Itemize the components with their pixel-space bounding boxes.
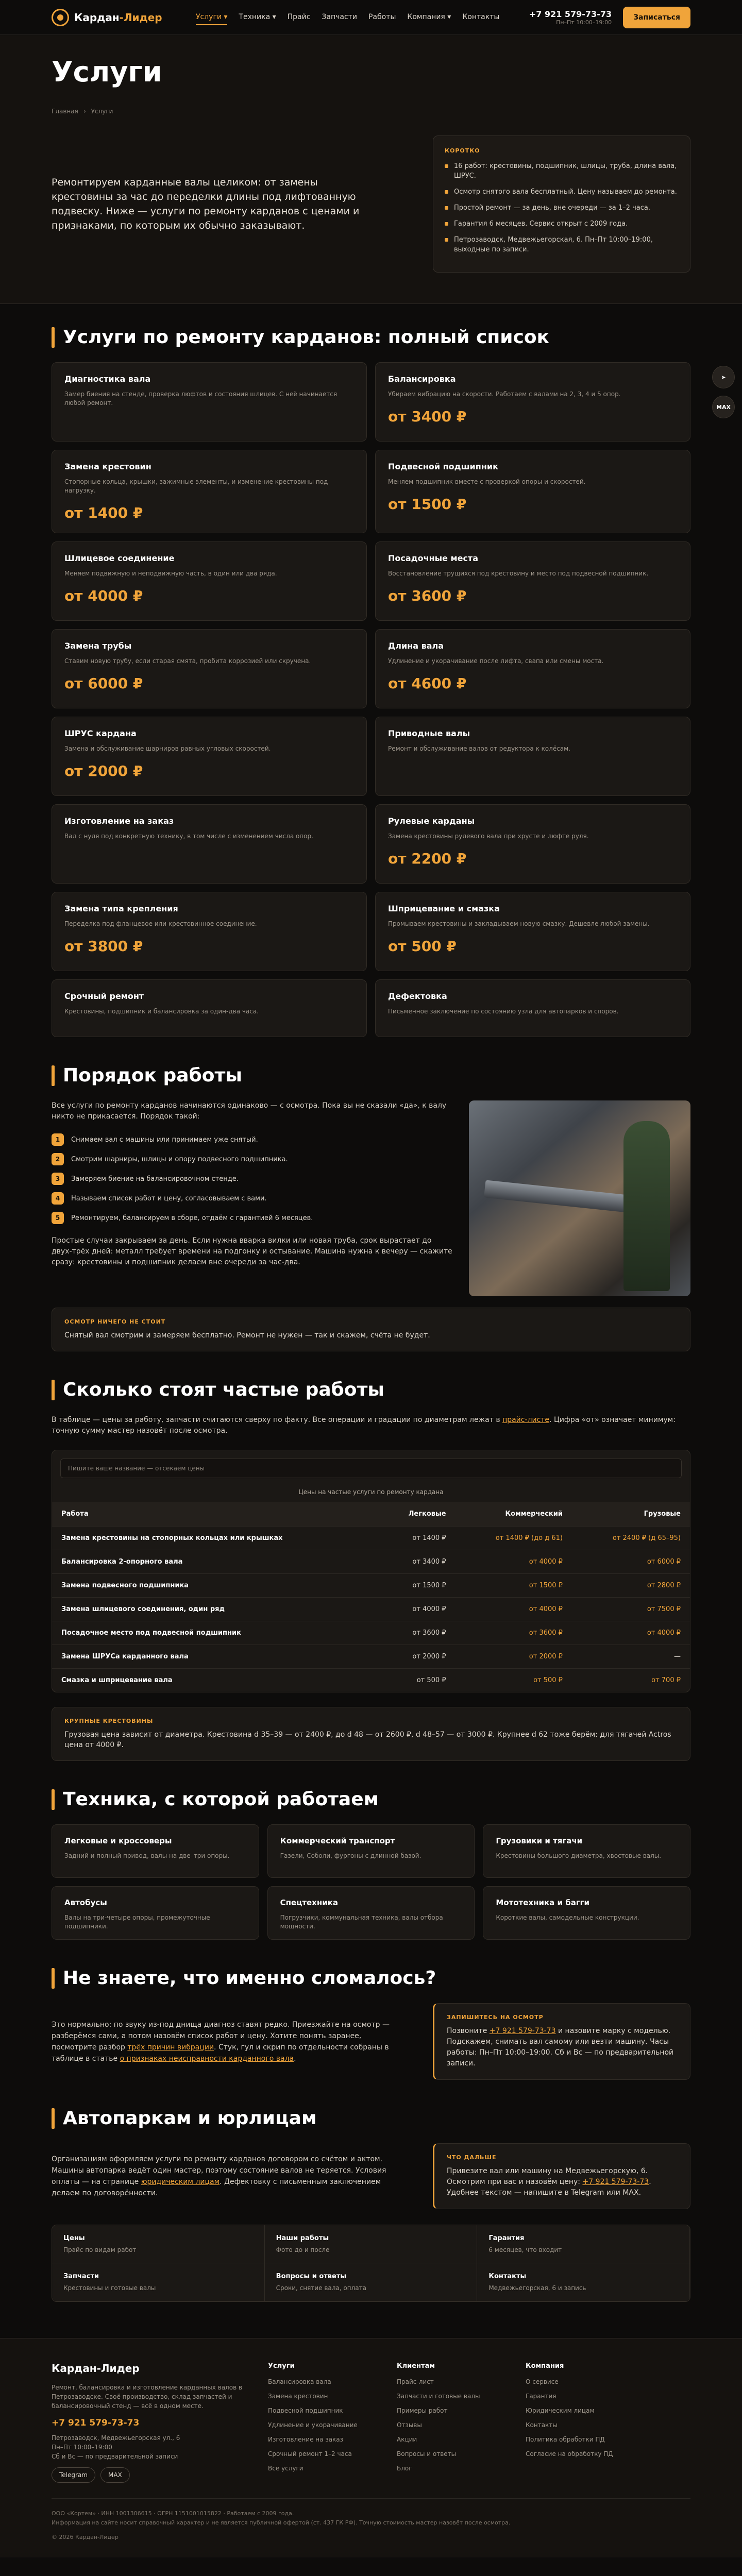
table-cell: от 2400 ₽ (д 65–95): [572, 1527, 690, 1550]
table-cell: от 2000 ₽: [456, 1645, 572, 1669]
service-name: Длина вала: [388, 641, 444, 651]
tech-name: Мототехника и багги: [496, 1898, 590, 1907]
table-row: [52, 1669, 690, 1692]
footer-link[interactable]: Согласие на обработку ПД: [526, 2450, 613, 2458]
accent-bar: [52, 327, 55, 348]
logo-icon: [52, 9, 69, 26]
table-cell: от 3600 ₽: [379, 1621, 455, 1645]
footer-link[interactable]: Акции: [397, 2436, 417, 2443]
service-name: Замена трубы: [64, 641, 132, 651]
nav-cell-desc: Сроки, снятие вала, оплата: [276, 2284, 366, 2292]
brief-item: Гарантия 6 месяцев. Сервис открыт с 2009 года.: [445, 219, 679, 229]
legal-line-1: ООО «Кортем» · ИНН 1001306615 · ОГРН 1151001015822 · Работаем с 2009 года.: [52, 2510, 294, 2517]
service-price: от 1400 ₽: [64, 504, 143, 521]
address: Петрозаводск, Медвежьегорская ул., 6: [52, 2434, 180, 2442]
service-name: Изготовление на заказ: [64, 816, 174, 826]
footer-link[interactable]: Юридическим лицам: [526, 2407, 595, 2414]
service-card[interactable]: [375, 892, 690, 971]
service-card[interactable]: [52, 541, 367, 621]
table-cell: от 500 ₽: [379, 1669, 455, 1692]
service-name: Посадочные места: [388, 553, 478, 563]
order-title-text: Порядок работы: [63, 1065, 242, 1086]
service-desc: Стопорные кольца, крышки, зажимные элементы, и изменение крестовины под нагрузку.: [64, 478, 328, 494]
service-desc: Промываем крестовины и закладываем новую смазку. Дешевле любой замены.: [388, 920, 650, 927]
tech-name: Автобусы: [64, 1898, 107, 1907]
accent-bar: [52, 1065, 55, 1086]
brief-box: [433, 135, 690, 273]
service-price: от 4000 ₽: [64, 587, 143, 604]
brief-item: 16 работ: крестовины, подшипник, шлицы, труба, длина вала, ШРУС.: [445, 161, 679, 181]
inspection-box: [433, 2003, 690, 2080]
symptoms-link[interactable]: о признаках неисправности карданного вала: [120, 2054, 294, 2063]
service-price: от 1500 ₽: [388, 496, 467, 513]
service-desc: Меняем подшипник вместе с проверкой опоры и скоростей.: [388, 478, 586, 485]
header-contact: [529, 9, 612, 26]
nav-cell[interactable]: [265, 2225, 478, 2263]
hours: Пн–Пт 10:00–19:00: [52, 2444, 112, 2451]
service-desc: Переделка под фланцевое или крестовинное соединение.: [64, 920, 257, 927]
service-desc: Восстановление трущихся под крестовину и место под подвесной подшипник.: [388, 570, 649, 577]
accent-bar: [52, 1789, 55, 1810]
step-number: 1: [52, 1133, 64, 1146]
fleets-title: [52, 2108, 690, 2129]
box-title: ЗАПИШИТЕСЬ НА ОСМОТР: [447, 2014, 544, 2021]
footer-about: Ремонт, балансировка и изготовление карданных валов в Петрозаводске. Своё производство, склад запчастей и балансировочный стенд — всё в одном месте.: [52, 2384, 243, 2410]
service-desc: Убираем вибрацию на скорости. Работаем с валами на 2, 3, 4 и 5 опор.: [388, 391, 621, 398]
step-text: Смотрим шарниры, шлицы и опору подвесного подшипника.: [71, 1155, 288, 1163]
box-phone-link[interactable]: +7 921 579-73-73: [582, 2178, 649, 2186]
nav-cell-desc: Медвежьегорская, 6 и запись: [488, 2284, 586, 2292]
weekend: Сб и Вс — по предварительной записи: [52, 2453, 178, 2460]
note-title: КРУПНЫЕ КРЕСТОВИНЫ: [64, 1718, 154, 1724]
nav-cell-title: Наши работы: [276, 2234, 329, 2242]
tech-name: Грузовики и тягачи: [496, 1836, 583, 1845]
footer-link[interactable]: Контакты: [526, 2421, 558, 2429]
logo-suffix: -Лидер: [119, 11, 162, 24]
prices-section: [0, 1357, 742, 1766]
service-name: Балансировка: [388, 374, 456, 384]
copyright: © 2026 Кардан-Лидер: [52, 2534, 119, 2540]
service-name: Замена типа крепления: [64, 904, 178, 913]
service-card[interactable]: [52, 804, 367, 884]
footer-link[interactable]: Срочный ремонт 1–2 часа: [268, 2450, 352, 2458]
fleets-title-text: Автопаркам и юрлицам: [63, 2108, 317, 2129]
telegram-float-button[interactable]: ➤: [712, 366, 735, 388]
service-name: Замена крестовин: [64, 462, 151, 471]
table-caption: Цены на частые услуги по ремонту кардана: [298, 1488, 444, 1496]
service-card[interactable]: [375, 629, 690, 708]
fleets-text-b: . Дефектовку с письменным заключением делаем по договорённости.: [52, 2178, 381, 2197]
tech-card[interactable]: [267, 1824, 475, 1878]
note-title: ОСМОТР НИЧЕГО НЕ СТОИТ: [64, 1318, 166, 1325]
service-card[interactable]: [52, 892, 367, 971]
service-name: Приводные валы: [388, 728, 470, 738]
fleets-text-a: Организациям оформляем услуги по ремонту карданов договором со счётом и актом. Машины автопарка ведёт один мастер, поэтому состояние валов не теряется. Условия оплаты — на странице: [52, 2155, 386, 2186]
tech-title-text: Техника, с которой работаем: [63, 1789, 379, 1810]
prices-title: [52, 1379, 690, 1400]
brief-title: КОРОТКО: [445, 147, 480, 154]
service-price: от 4600 ₽: [388, 675, 467, 692]
table-cell: Замена крестовины на стопорных кольцах или крышках: [52, 1527, 379, 1550]
step-number: 2: [52, 1153, 64, 1165]
services-title: [52, 327, 690, 348]
telegram-button[interactable]: Telegram: [52, 2467, 95, 2483]
footer-link[interactable]: Прайс-лист: [397, 2378, 434, 2385]
legal-line-2: Информация на сайте носит справочный характер и не является публичной офертой (ст. 437 ГК РФ). Точную стоимость мастер назовёт после осмотра.: [52, 2519, 511, 2526]
tech-card[interactable]: [483, 1886, 690, 1940]
page-title: Услуги: [52, 56, 162, 88]
step-number: 5: [52, 1212, 64, 1224]
service-price: от 6000 ₽: [64, 675, 143, 692]
header-phone[interactable]: +7 921 579-73-73: [529, 9, 612, 19]
service-card[interactable]: [375, 717, 690, 796]
nav-company[interactable]: Компания ▾: [407, 13, 451, 21]
service-card[interactable]: [375, 979, 690, 1037]
service-card[interactable]: [52, 629, 367, 708]
service-desc: Замер биения на стенде, проверка люфтов и состояния шлицев. С неё начинается любой ремонт.: [64, 391, 338, 406]
footer-column: [526, 2362, 623, 2483]
table-header: Коммерческий: [456, 1502, 572, 1527]
note-text: Грузовая цена зависит от диаметра. Крестовина d 35–39 — от 2400 ₽, до d 48 — от 2600 ₽, d 48–57 — от 3000 ₽. Крупнее d 62 тоже берём: для тягачей Actros цена от 4000 ₽.: [64, 1731, 671, 1749]
tech-card[interactable]: [483, 1824, 690, 1878]
footer-link[interactable]: Замена крестовин: [268, 2393, 328, 2400]
service-desc: Письменное заключение по состоянию узла для автопарков и споров.: [388, 1008, 619, 1015]
footer-logo[interactable]: Кардан-Лидер: [52, 2362, 140, 2375]
hero-lead: Ремонтируем карданные валы целиком: от замены крестовины за час до переделки длины под лифтованную подвеску. Ниже — услуги по ремонту карданов с ценами и признаками, по которым их обычно заказывают.: [52, 177, 360, 231]
unknown-text: [52, 2019, 402, 2064]
footer-column: [268, 2362, 366, 2483]
service-price: от 500 ₽: [388, 938, 457, 955]
table-row: [52, 1550, 690, 1574]
footer-column-title: Клиентам: [397, 2362, 435, 2370]
tech-desc: Погрузчики, коммунальная техника, валы отбора мощности.: [280, 1914, 443, 1930]
service-price: от 3600 ₽: [388, 587, 467, 604]
table-cell: от 1500 ₽: [456, 1574, 572, 1598]
service-desc: Ремонт и обслуживание валов от редуктора к колёсам.: [388, 745, 571, 752]
free-inspection-note: [52, 1308, 690, 1351]
step-item: [52, 1153, 453, 1165]
unknown-section: [0, 1945, 742, 2085]
box-phone-link[interactable]: +7 921 579-73-73: [489, 2027, 556, 2035]
footer-link[interactable]: Блог: [397, 2465, 412, 2472]
next-box: [433, 2143, 690, 2209]
fleets-text: [52, 2154, 402, 2199]
table-cell: от 7500 ₽: [572, 1598, 690, 1621]
nav-cell-title: Гарантия: [488, 2234, 525, 2242]
table-cell: от 700 ₽: [572, 1669, 690, 1692]
max-float-button[interactable]: MAX: [712, 396, 735, 418]
tech-section: [0, 1766, 742, 1945]
tech-title: [52, 1789, 690, 1810]
nav-services[interactable]: Услуги ▾: [196, 10, 227, 25]
table-cell: Замена шлицевого соединения, один ряд: [52, 1598, 379, 1621]
workshop-photo: [469, 1100, 690, 1296]
service-desc: Замена и обслуживание шарниров равных угловых скоростей.: [64, 745, 271, 752]
tech-name: Спецтехника: [280, 1898, 339, 1907]
nav-cell-title: Цены: [63, 2234, 85, 2242]
header-hours: Пн–Пт 10:00–19:00: [556, 19, 612, 26]
service-card[interactable]: [375, 541, 690, 621]
tech-name: Легковые и кроссоверы: [64, 1836, 172, 1845]
brief-item: Петрозаводск, Медвежьегорская, 6. Пн–Пт 10:00–19:00, выходные по записи.: [445, 235, 679, 255]
order-intro: Все услуги по ремонту карданов начинаются одинаково — с осмотра. Пока вы не сказали «да», к валу никто не прикасается. Порядок такой:: [52, 1101, 447, 1121]
service-card[interactable]: [52, 450, 367, 533]
box-text-a: Позвоните: [447, 2027, 487, 2035]
service-desc: Крестовины, подшипник и балансировка за один-два часа.: [64, 1008, 259, 1015]
accent-bar: [52, 2108, 55, 2129]
service-card[interactable]: [375, 362, 690, 442]
step-number: 4: [52, 1192, 64, 1205]
nav-cell-desc: Крестовины и готовые валы: [63, 2284, 156, 2292]
table-cell: —: [572, 1645, 690, 1669]
box-title: ЧТО ДАЛЬШЕ: [447, 2154, 497, 2161]
table-cell: от 4000 ₽: [572, 1621, 690, 1645]
site-header: [0, 0, 742, 35]
table-cell: Замена подвесного подшипника: [52, 1574, 379, 1598]
footer-link[interactable]: Отзывы: [397, 2421, 422, 2429]
step-number: 3: [52, 1173, 64, 1185]
footer-column-title: Компания: [526, 2362, 564, 2370]
vibration-link[interactable]: трёх причин вибрации: [127, 2043, 214, 2052]
table-cell: от 500 ₽: [456, 1669, 572, 1692]
table-cell: Смазка и шприцевание вала: [52, 1669, 379, 1692]
footer-link[interactable]: Все услуги: [268, 2465, 303, 2472]
step-item: [52, 1192, 453, 1205]
legal-link[interactable]: юридическим лицам: [141, 2178, 220, 2186]
nav-cell[interactable]: [477, 2263, 690, 2301]
service-card[interactable]: [52, 979, 367, 1037]
unknown-text-c: .: [294, 2054, 296, 2063]
nav-contacts[interactable]: Контакты: [462, 13, 500, 21]
table-header: Легковые: [379, 1502, 455, 1527]
note-text: Снятый вал смотрим и замеряем бесплатно. Ремонт не нужен — так и скажем, счёта не будет.: [64, 1331, 430, 1340]
max-button[interactable]: MAX: [100, 2467, 130, 2483]
hero: [0, 35, 742, 304]
footer-address: [52, 2433, 247, 2461]
prices-intro: [52, 1415, 690, 1436]
step-item: [52, 1133, 453, 1146]
footer-link[interactable]: Изготовление на заказ: [268, 2436, 344, 2443]
tech-desc: Задний и полный привод, валы на две–три опоры.: [64, 1852, 230, 1859]
footer-link[interactable]: Балансировка вала: [268, 2378, 331, 2385]
service-price: от 3800 ₽: [64, 938, 143, 955]
crumb-current: Услуги: [91, 108, 113, 115]
table-cell: от 1500 ₽: [379, 1574, 455, 1598]
table-cell: от 4000 ₽: [456, 1598, 572, 1621]
tech-desc: Крестовины большого диаметра, хвостовые валы.: [496, 1852, 662, 1859]
logo-name: Кардан: [74, 11, 120, 24]
service-price: от 2000 ₽: [64, 762, 143, 779]
service-desc: Замена крестовины рулевого вала при хрусте и люфте руля.: [388, 833, 589, 840]
nav-cell[interactable]: [52, 2225, 265, 2263]
service-desc: Меняем подвижную и неподвижную часть, в один или два ряда.: [64, 570, 277, 577]
crumb-home[interactable]: Главная: [52, 108, 78, 115]
box-text-b: . Удобнее текстом — напишите в Telegram или MAX.: [447, 2178, 651, 2197]
service-name: Шлицевое соединение: [64, 553, 175, 563]
fleets-section: [0, 2085, 742, 2307]
table-cell: от 3600 ₽: [456, 1621, 572, 1645]
services-section: [0, 304, 742, 1042]
order-section: [0, 1042, 742, 1357]
table-header: Работа: [52, 1502, 379, 1527]
box-text-a: Привезите вал или машину на Медвежьегорскую, 6. Осмотрим при вас и назовём цену:: [447, 2167, 648, 2186]
step-text: Называем список работ и цену, согласовываем с вами.: [71, 1194, 267, 1202]
table-cell: от 1400 ₽: [379, 1527, 455, 1550]
step-item: [52, 1173, 453, 1185]
footer-link[interactable]: Политика обработки ПД: [526, 2436, 605, 2443]
table-cell: от 2800 ₽: [572, 1574, 690, 1598]
service-desc: Ставим новую трубу, если старая смята, пробита коррозией или скручена.: [64, 657, 311, 665]
table-row: [52, 1527, 690, 1550]
tech-name: Коммерческий транспорт: [280, 1836, 395, 1845]
nav-cell-title: Вопросы и ответы: [276, 2273, 347, 2280]
footer-link[interactable]: Подвесной подшипник: [268, 2407, 343, 2414]
service-card[interactable]: [375, 450, 690, 533]
table-filter-input[interactable]: Пишите ваше название — отсекаем цены: [60, 1459, 682, 1478]
prices-title-text: Сколько стоят частые работы: [63, 1379, 384, 1400]
table-row: [52, 1621, 690, 1645]
order-title: [52, 1065, 690, 1086]
floating-buttons: [712, 366, 735, 418]
footer-legal: [52, 2498, 690, 2542]
big-cross-note: [52, 1707, 690, 1761]
main-nav: [196, 10, 529, 25]
footer-phone[interactable]: +7 921 579-73-73: [52, 2418, 140, 2428]
step-text: Ремонтируем, балансируем в сборе, отдаём с гарантией 6 месяцев.: [71, 1214, 313, 1222]
unknown-text-a: Это нормально: по звуку из-под днища диагноз ставят редко. Приезжайте на осмотр — разберёмся сами, а потом назовём список работ и цену. Хотите понять заранее, посмотрите разбор: [52, 2020, 390, 2052]
service-name: Срочный ремонт: [64, 991, 144, 1001]
nav-cell-desc: Прайс по видам работ: [63, 2246, 137, 2253]
table-cell: от 6000 ₽: [572, 1550, 690, 1574]
unknown-text-b: . Стук, гул и скрип по отдельности собраны в таблице в статье: [52, 2043, 389, 2063]
signup-button[interactable]: Записаться: [623, 7, 690, 28]
step-text: Снимаем вал с машины или принимаем уже снятый.: [71, 1136, 258, 1144]
tech-desc: Валы на три-четыре опоры, промежуточные подшипники.: [64, 1914, 210, 1930]
table-cell: Балансировка 2-опорного вала: [52, 1550, 379, 1574]
nav-cell-title: Запчасти: [63, 2273, 99, 2280]
footer-link[interactable]: Примеры работ: [397, 2407, 448, 2414]
service-price: от 3400 ₽: [388, 408, 467, 425]
table-cell: от 4000 ₽: [456, 1550, 572, 1574]
price-table: [52, 1450, 690, 1692]
nav-cell-desc: Фото до и после: [276, 2246, 330, 2253]
tech-card[interactable]: [52, 1886, 259, 1940]
table-row: [52, 1645, 690, 1669]
table-cell: Замена ШРУСа карданного вала: [52, 1645, 379, 1669]
service-price: от 2200 ₽: [388, 850, 467, 867]
prices-intro-b: . Цифра «от» означает минимум: точную сумму мастер назовёт после осмотра.: [52, 1416, 676, 1435]
footer-link[interactable]: О сервисе: [526, 2378, 559, 2385]
breadcrumb: [52, 108, 690, 115]
service-name: Подвесной подшипник: [388, 462, 498, 471]
step-item: [52, 1212, 453, 1224]
nav-cell[interactable]: [52, 2263, 265, 2301]
brief-item: Осмотр снятого вала бесплатный. Цену называем до ремонта.: [445, 187, 679, 197]
accent-bar: [52, 1380, 55, 1400]
service-name: ШРУС кардана: [64, 728, 137, 738]
table-cell: от 1400 ₽ (до д 61): [456, 1527, 572, 1550]
accent-bar: [52, 1968, 55, 1989]
footer-link[interactable]: Вопросы и ответы: [397, 2450, 457, 2458]
service-card[interactable]: [375, 804, 690, 884]
box-text-b: и назовите марку с моделью. Подскажем, снимать вал самому или везти машину. Часы работы: Пн–Пт 10:00–19:00. Сб и Вс — по предварительной записи.: [447, 2027, 674, 2067]
tech-desc: Газели, Соболи, фургоны с длинной базой.: [280, 1852, 421, 1859]
site-footer: [0, 2338, 742, 2557]
table-row: [52, 1598, 690, 1621]
services-title-text: Услуги по ремонту карданов: полный список: [63, 327, 549, 348]
price-list-link[interactable]: прайс-листе: [502, 1416, 550, 1424]
table-cell: от 2000 ₽: [379, 1645, 455, 1669]
nav-cell-desc: 6 месяцев, что входит: [488, 2246, 562, 2253]
footer-column: [397, 2362, 495, 2483]
nav-works[interactable]: Работы: [368, 13, 396, 21]
tech-desc: Короткие валы, самодельные конструкции.: [496, 1914, 639, 1921]
nav-price[interactable]: Прайс: [287, 13, 311, 21]
footer-link[interactable]: Удлинение и укорачивание: [268, 2421, 358, 2429]
service-name: Шприцевание и смазка: [388, 904, 500, 913]
unknown-title: [52, 1968, 690, 1989]
logo[interactable]: [52, 9, 196, 26]
service-desc: Удлинение и укорачивание после лифта, свапа или смены моста.: [388, 657, 604, 665]
service-name: Рулевые карданы: [388, 816, 475, 826]
table-cell: от 4000 ₽: [379, 1598, 455, 1621]
table-header: Грузовые: [572, 1502, 690, 1527]
nav-cell-title: Контакты: [488, 2273, 527, 2280]
footer-link[interactable]: Запчасти и готовые валы: [397, 2393, 480, 2400]
service-name: Диагностика вала: [64, 374, 151, 384]
tech-card[interactable]: [52, 1824, 259, 1878]
service-desc: Вал с нуля под конкретную технику, в том числе с изменением числа опор.: [64, 833, 313, 840]
unknown-title-text: Не знаете, что именно сломалось?: [63, 1968, 436, 1989]
brief-item: Простой ремонт — за день, вне очереди — за 1–2 часа.: [445, 203, 679, 213]
table-row: [52, 1574, 690, 1598]
footer-link[interactable]: Гарантия: [526, 2393, 556, 2400]
table-cell: Посадочное место под подвесной подшипник: [52, 1621, 379, 1645]
tech-card[interactable]: [267, 1886, 475, 1940]
step-text: Замеряем биение на балансировочном стенде.: [71, 1175, 239, 1183]
table-cell: от 3400 ₽: [379, 1550, 455, 1574]
service-card[interactable]: [52, 717, 367, 796]
crumb-sep: ›: [83, 108, 86, 115]
service-card[interactable]: [52, 362, 367, 442]
nav-cell[interactable]: [265, 2263, 478, 2301]
nav-tech[interactable]: Техника ▾: [239, 13, 276, 21]
prices-intro-a: В таблице — цены за работу, запчасти считаются сверху по факту. Все операции и градации по диаметрам лежат в: [52, 1416, 500, 1424]
footer-column-title: Услуги: [268, 2362, 295, 2370]
service-name: Дефектовка: [388, 991, 447, 1001]
order-outro: Простые случаи закрываем за день. Если нужна вварка вилки или новая труба, срок вырастает до двух-трёх дней: металл требует времени на подгонку и остывание. Машина нужна к вечеру — скажите сразу: крестовины и подшипник делаем вне очереди за час-два.: [52, 1236, 452, 1266]
nav-cell[interactable]: [477, 2225, 690, 2263]
nav-parts[interactable]: Запчасти: [322, 13, 357, 21]
